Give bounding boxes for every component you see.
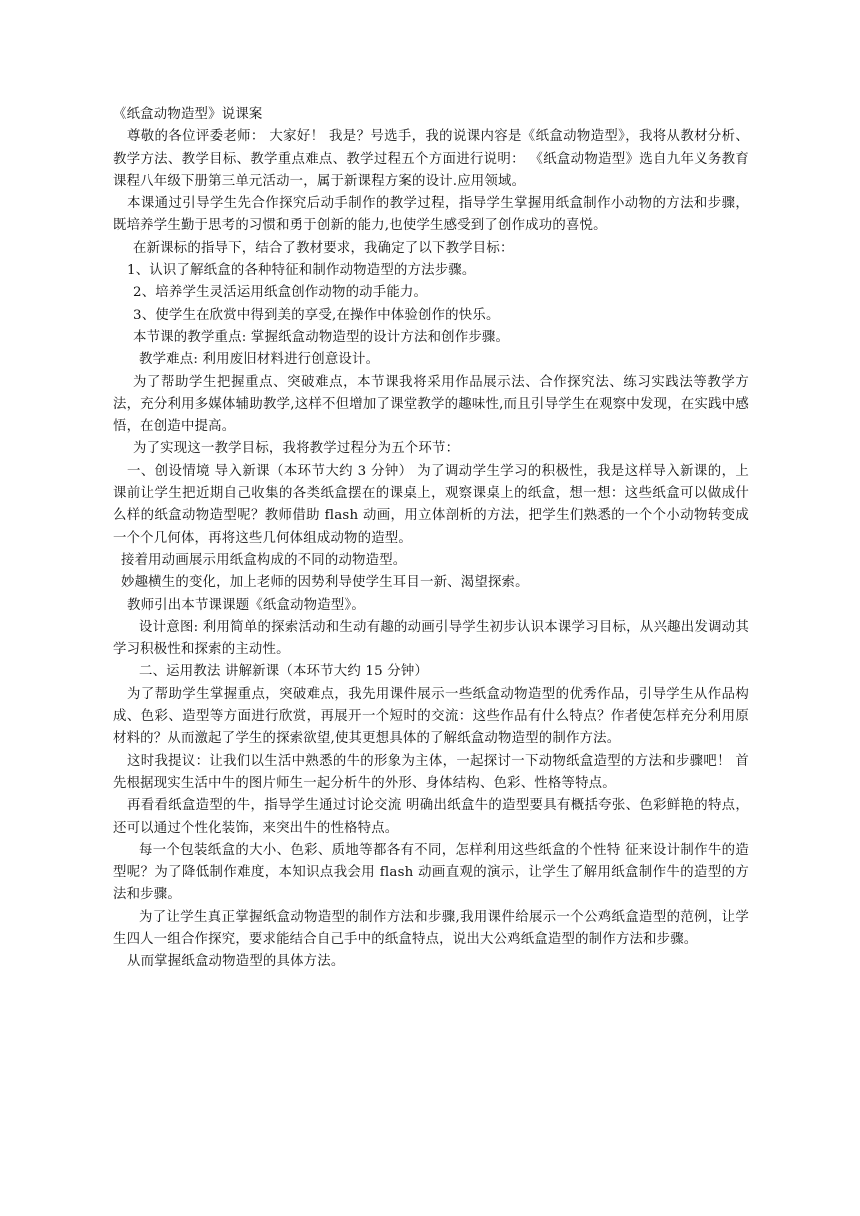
paragraph: 3、使学生在欣赏中得到美的享受,在操作中体验创作的快乐。	[133, 307, 500, 323]
document-title: 《纸盒动物造型》说课案	[113, 107, 263, 122]
paragraph: 为了实现这一教学目标，我将教学过程分为五个环节：	[133, 441, 460, 457]
paragraph: 本课通过引导学生先合作探究后动手制作的教学过程，指导学生掌握用纸盒制作小动物的方法和步骤，既培养学生勤于思考的习惯和勇于创新的能力,也使学生感受到了创作成功的喜悦。	[113, 196, 749, 234]
paragraph: 教学难点: 利用废旧材料进行创意设计。	[139, 352, 380, 368]
paragraph-list	[113, 126, 749, 973]
paragraph: 1、认识了解纸盒的各种特征和制作动物造型的方法步骤。	[127, 263, 476, 279]
paragraph: 每一个包装纸盒的大小、色彩、质地等都各有不同，怎样利用这些纸盒的个性特 征来设计制作牛的造型呢？为了降低制作难度，本知识点我会用 flash 动画直观的演示，让学生了解用纸盒制作牛的造型的方法和步骤。	[113, 842, 749, 903]
paragraph: 为了帮助学生把握重点、突破难点，本节课我将采用作品展示法、合作探究法、练习实践法等教学方法，充分利用多媒体辅助教学,这样不但增加了课堂教学的趣味性,而且引导学生在观察中发现，在实践中感悟，在创造中提高。	[113, 374, 749, 435]
paragraph: 尊敬的各位评委老师： 大家好！ 我是？号选手，我的说课内容是《纸盒动物造型》，我将从教材分析、教学方法、教学目标、教学重点难点、教学过程五个方面进行说明： 《纸盒动物造型》选自九年义务教育课程八年级下册第三单元活动一，属于新课程方案的设计.应用领域。	[113, 129, 749, 189]
paragraph: 这时我提议：让我们以生活中熟悉的牛的形象为主体，一起探讨一下动物纸盒造型的方法和步骤吧！ 首先根据现实生活中牛的图片师生一起分析牛的外形、身体结构、色彩、性格等特点。	[113, 753, 749, 791]
paragraph: 从而掌握纸盒动物造型的具体方法。	[127, 954, 345, 970]
paragraph: 在新课标的指导下，结合了教材要求，我确定了以下教学目标：	[133, 240, 514, 256]
paragraph: 再看看纸盒造型的牛，指导学生通过讨论交流 明确出纸盒牛的造型要具有概括夸张、色彩鲜艳的特点，还可以通过个性化装饰，来突出牛的性格特点。	[113, 798, 749, 836]
paragraph: 本节课的教学重点: 掌握纸盒动物造型的设计方法和创作步骤。	[133, 329, 510, 345]
paragraph: 教师引出本节课课题《纸盒动物造型》。	[127, 597, 365, 613]
paragraph: 接着用动画展示用纸盒构成的不同的动物造型。	[121, 552, 407, 568]
paragraph: 一、创设情境 导入新课（本环节大约 3 分钟） 为了调动学生学习的积极性，我是这样导入新课的，上课前让学生把近期自己收集的各类纸盒摆在的课桌上，观察课桌上的纸盒，想一想：这些纸盒可以做成什么样的纸盒动物造型呢？教师借助 flash 动画，用立体剖析的方法，把学生们熟悉的一个个小动物转变成一个个几何体，再将这些几何体组成动物的造型。	[113, 463, 749, 546]
paragraph: 2、培养学生灵活运用纸盒创作动物的动手能力。	[133, 285, 428, 301]
paragraph: 设计意图: 利用简单的探索活动和生动有趣的动画引导学生初步认识本课学习目标，从兴趣出发调动其学习积极性和探索的主动性。	[113, 619, 749, 658]
paragraph: 二、运用教法 讲解新课（本环节大约 15 分钟）	[139, 664, 429, 680]
paragraph: 为了帮助学生掌握重点，突破难点，我先用课件展示一些纸盒动物造型的优秀作品，引导学生从作品构成、色彩、造型等方面进行欣赏，再展开一个短时的交流：这些作品有什么特点？作者使怎样充分利用原材料的？从而激起了学生的探索欲望,使其更想具体的了解纸盒动物造型的制作方法。	[113, 686, 749, 747]
paragraph: 为了让学生真正掌握纸盒动物造型的制作方法和步骤,我用课件给展示一个公鸡纸盒造型的范例，让学生四人一组合作探究，要求能结合自己手中的纸盒特点，说出大公鸡纸盒造型的制作方法和步骤。	[113, 909, 749, 947]
paragraph: 妙趣横生的变化，加上老师的因势利导使学生耳目一新、渴望探索。	[121, 575, 529, 591]
document-body	[113, 104, 749, 974]
